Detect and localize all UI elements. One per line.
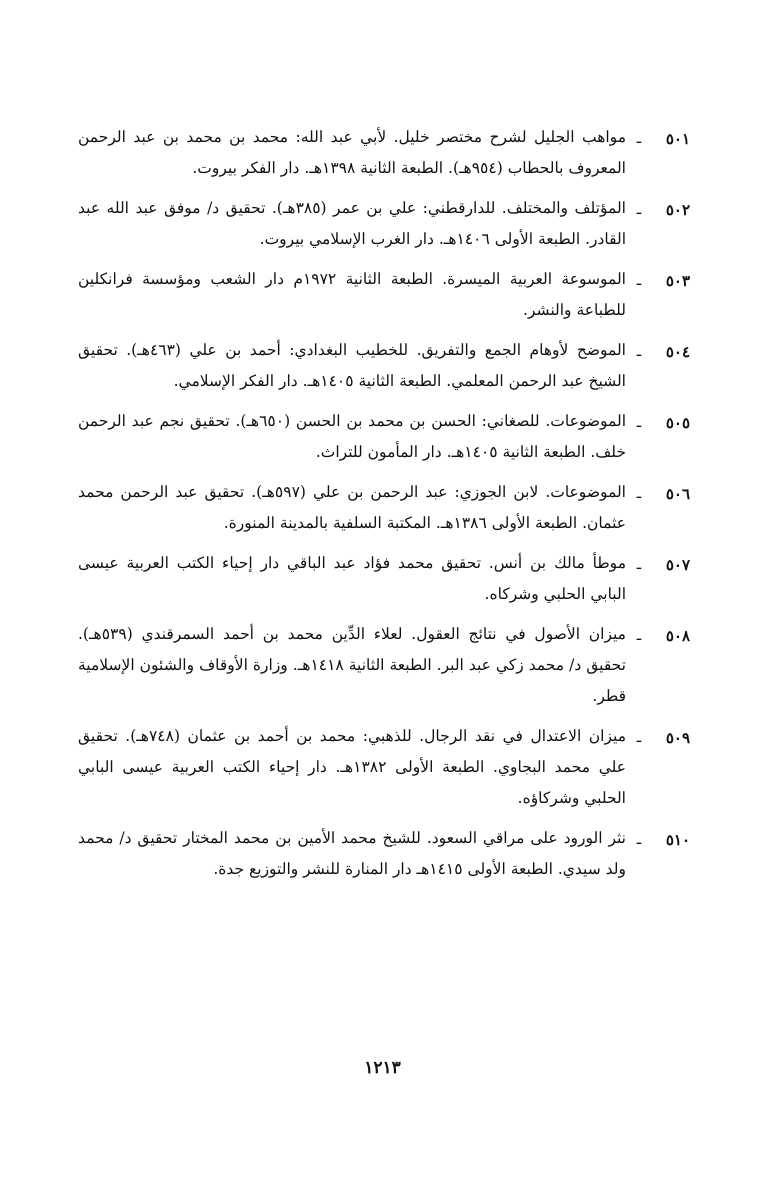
entry-number: ٥٠٩ — [665, 729, 690, 747]
entry-text: الموسوعة العربية الميسرة. الطبعة الثانية ١٩٧٢م دار الشعب ومؤسسة فرانكلين للطباعة والنشر. — [78, 270, 626, 319]
entry-text: المؤتلف والمختلف. للدارقطني: علي بن عمر (٣٨٥هـ). تحقيق د/ موفق عبد الله عبد القادر. الطبعة الأولى ١٤٠٦هـ. دار الغرب الإسلامي بيروت. — [78, 199, 626, 248]
entry-text: الموضح لأوهام الجمع والتفريق. للخطيب البغدادي: أحمد بن علي (٤٦٣هـ). تحقيق الشيخ عبد الرحمن المعلمي. الطبعة الثانية ١٤٠٥هـ. دار الفكر الإسلامي. — [78, 341, 626, 390]
entry-dash: ـ — [636, 342, 642, 360]
page-number: ١٢١٣ — [364, 1058, 401, 1078]
entry-text: ميزان الاعتدال في نقد الرجال. للذهبي: محمد بن أحمد بن عثمان (٧٤٨هـ). تحقيق علي محمد البجاوي. الطبعة الأولى ١٣٨٢هـ. دار إحياء الكتب العربية عيسى البابي الحلبي وشركاؤه. — [78, 727, 626, 807]
bibliography-entry — [78, 619, 690, 712]
entry-number: ٥٠٤ — [665, 343, 690, 361]
bibliography-entry — [78, 122, 690, 184]
entry-number: ٥٠١ — [665, 130, 690, 148]
entry-dash: ـ — [636, 271, 642, 289]
entry-number: ٥٠٥ — [665, 414, 690, 432]
entry-text: الموضوعات. لابن الجوزي: عبد الرحمن بن علي (٥٩٧هـ). تحقيق عبد الرحمن محمد عثمان. الطبعة الأولى ١٣٨٦هـ. المكتبة السلفية بالمدينة المنورة. — [78, 483, 626, 532]
bibliography-entry — [78, 193, 690, 255]
entry-dash: ـ — [636, 484, 642, 502]
entry-number: ٥٠٣ — [665, 272, 690, 290]
entry-text: الموضوعات. للصغاني: الحسن بن محمد بن الحسن (٦٥٠هـ). تحقيق نجم عبد الرحمن خلف. الطبعة الثانية ١٤٠٥هـ. دار المأمون للتراث. — [78, 412, 626, 461]
entry-number: ٥٠٢ — [665, 201, 690, 219]
entry-text: نثر الورود على مراقي السعود. للشيخ محمد الأمين بن محمد المختار تحقيق د/ محمد ولد سيدي. الطبعة الأولى ١٤١٥هـ دار المنارة للنشر والتوزيع جدة. — [78, 829, 626, 878]
bibliography-list — [78, 122, 690, 894]
bibliography-entry — [78, 548, 690, 610]
entry-text: مواهب الجليل لشرح مختصر خليل. لأبي عبد الله: محمد بن محمد بن عبد الرحمن المعروف بالحطاب (٩٥٤هـ). الطبعة الثانية ١٣٩٨هـ. دار الفكر بيروت. — [78, 128, 626, 177]
entry-dash: ـ — [636, 830, 642, 848]
entry-number: ٥٠٦ — [665, 485, 690, 503]
entry-number: ٥٠٧ — [665, 556, 690, 574]
bibliography-entry — [78, 335, 690, 397]
entry-text: ميزان الأصول في نتائج العقول. لعلاء الدِّين محمد بن أحمد السمرقندي (٥٣٩هـ). تحقيق د/ محمد زكي عبد البر. الطبعة الثانية ١٤١٨هـ. وزارة الأوقاف والشئون الإسلامية قطر. — [78, 625, 626, 705]
entry-dash: ـ — [636, 626, 642, 644]
bibliography-entry — [78, 823, 690, 885]
entry-number: ٥٠٨ — [665, 627, 690, 645]
entry-text: موطأ مالك بن أنس. تحقيق محمد فؤاد عبد الباقي دار إحياء الكتب العربية عيسى البابي الحلبي وشركاه. — [78, 554, 626, 603]
entry-number: ٥١٠ — [665, 831, 690, 849]
bibliography-entry — [78, 264, 690, 326]
bibliography-entry — [78, 721, 690, 814]
entry-dash: ـ — [636, 555, 642, 573]
entry-dash: ـ — [636, 200, 642, 218]
bibliography-entry — [78, 406, 690, 468]
entry-dash: ـ — [636, 728, 642, 746]
entry-dash: ـ — [636, 413, 642, 431]
entry-dash: ـ — [636, 129, 642, 147]
bibliography-entry — [78, 477, 690, 539]
